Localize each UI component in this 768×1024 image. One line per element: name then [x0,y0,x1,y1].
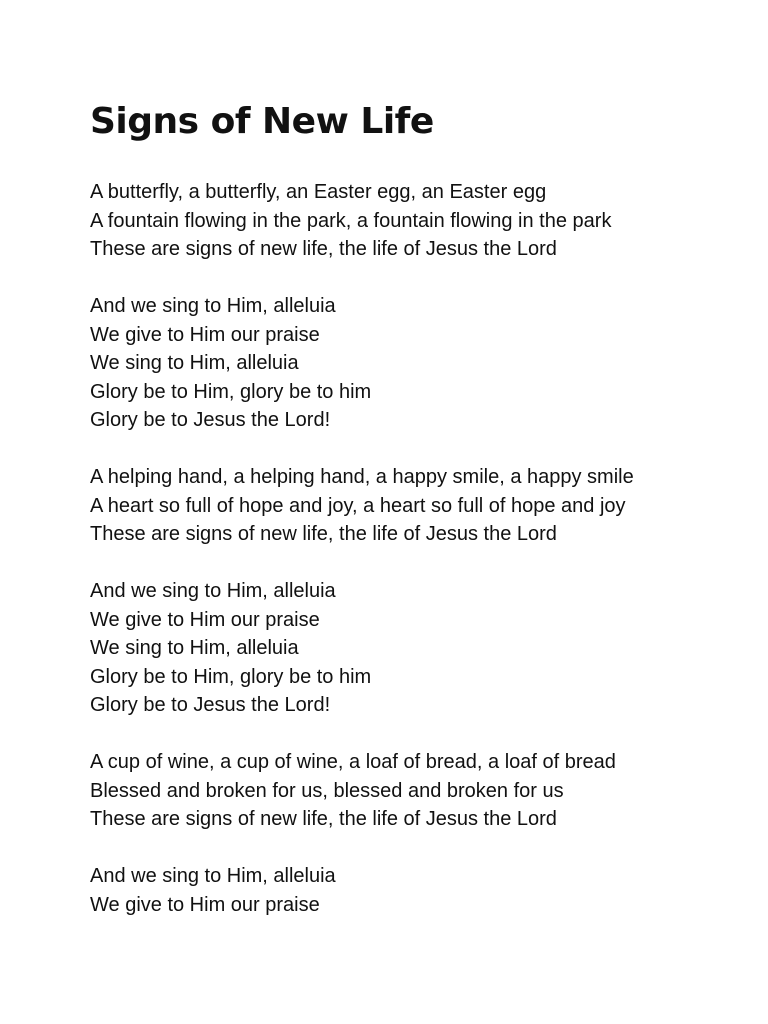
lyric-line: And we sing to Him, alleluia [90,865,336,887]
lyric-line: These are signs of new life, the life of Jesus the Lord [90,238,557,260]
lyric-line: Glory be to Him, glory be to him [90,665,372,688]
lyric-line: A heart so full of hope and joy, a heart so full of hope and joy [90,494,626,517]
lyric-line: A helping hand, a helping hand, a happy smile, a happy smile [90,466,634,488]
stanza-5 [90,748,730,834]
stanza-1 [90,178,730,264]
lyric-line: Glory be to Him, glory be to him [90,380,372,403]
lyric-line: A fountain flowing in the park, a fountain flowing in the park [90,209,612,232]
lyric-line: And we sing to Him, alleluia [90,295,336,317]
lyric-line: We give to Him our praise [90,323,320,346]
lyric-line: Glory be to Jesus the Lord! [90,409,331,431]
lyric-line: We give to Him our praise [90,893,320,916]
stanza-2-chorus [90,292,730,435]
lyric-line: Blessed and broken for us, blessed and broken for us [90,779,564,802]
lyric-line: These are signs of new life, the life of Jesus the Lord [90,808,557,830]
lyric-line: A butterfly, a butterfly, an Easter egg, an Easter egg [90,181,547,203]
lyric-line: Glory be to Jesus the Lord! [90,694,331,716]
lyric-line: A cup of wine, a cup of wine, a loaf of bread, a loaf of bread [90,751,616,773]
stanza-4-chorus [90,577,730,720]
lyric-line: We sing to Him, alleluia [90,637,299,659]
lyric-line: We give to Him our praise [90,608,320,631]
document-title: Signs of New Life [90,101,434,142]
lyric-line: And we sing to Him, alleluia [90,580,336,602]
stanza-3 [90,463,730,549]
lyric-line: We sing to Him, alleluia [90,352,299,374]
stanza-6-chorus [90,862,730,919]
lyric-line: These are signs of new life, the life of Jesus the Lord [90,523,557,545]
lyrics-body [90,178,730,948]
